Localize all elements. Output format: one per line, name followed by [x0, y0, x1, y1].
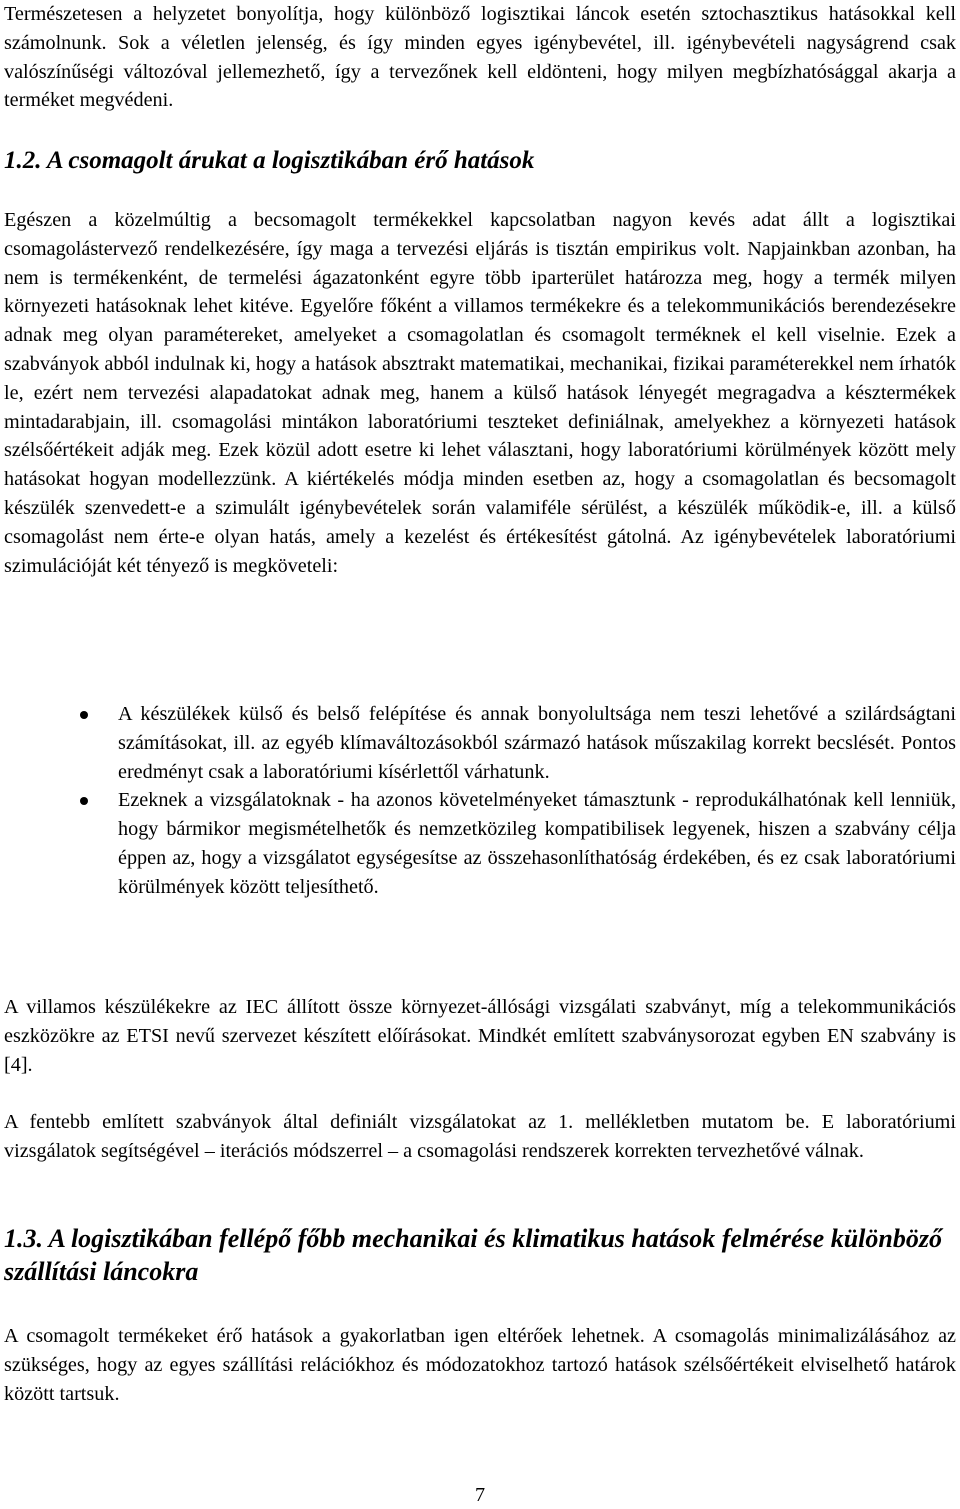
section-heading-1-3: 1.3. A logisztikában fellépő főbb mechanikai és klimatikus hatások felmérése különböző szállítási láncokra — [4, 1224, 942, 1286]
list-item-text: Ezeknek a vizsgálatoknak - ha azonos követelményeket támasztunk - reprodukálhatónak kell lenniük, hogy bármikor megismételhetők és nemzetközileg kompatibilisek legyenek, hiszen a szabvány célja éppen az, hogy a vizsgálatot egységesítse az összehasonlíthatóság érdekében, és ez csak laboratóriumi körülmények között teljesíthető. — [118, 789, 956, 898]
bullet-icon — [80, 711, 88, 719]
section-heading-1-2: 1.2. A csomagolt árukat a logisztikában érő hatások — [4, 147, 535, 174]
list-item — [4, 786, 956, 901]
iec-paragraph: A villamos készülékekre az IEC állított össze környezet-állósági vizsgálati szabványt, míg a telekommunikációs eszközökre az ETSI nevű szervezet készített előírásokat. Mindkét említett szabványsorozat egyben EN szabvány is [4]. — [4, 996, 956, 1076]
intro-paragraph: Természetesen a helyzetet bonyolítja, hogy különböző logisztikai láncok esetén sztochasztikus hatásokkal kell számolnunk. Sok a véletlen jelenség, és így minden egyes igénybevétel, ill. igénybevételi nagyságrend csak valószínűségi változóval jellemezhető, így a tervezőnek kell eldönteni, hogy milyen megbízhatósággal akarja a terméket megvédeni. — [4, 3, 956, 112]
page-number: 7 — [474, 1484, 486, 1506]
tests-paragraph: A fentebb említett szabványok által definiált vizsgálatokat az 1. mellékletben mutatom be. E laboratóriumi vizsgálatok segítségével – iterációs módszerrel – a csomagolási rendszerek korrekten tervezhetővé válnak. — [4, 1111, 956, 1162]
section-1-3-paragraph: A csomagolt termékeket érő hatások a gyakorlatban igen eltérőek lehetnek. A csomagolás minimalizálásához az szükséges, hogy az egyes szállítási relációkhoz és módozatokhoz tartozó hatások szélsőértékeit elviselhető határok között tartsuk. — [4, 1325, 956, 1405]
requirements-list — [4, 700, 956, 902]
bullet-icon — [80, 797, 88, 805]
section-1-2-paragraph: Egészen a közelmúltig a becsomagolt termékekkel kapcsolatban nagyon kevés adat állt a logisztikai csomagolástervező rendelkezésére, így maga a tervezési eljárás is tisztán empirikus volt. Napjainkban azonban, ha nem is termékenként, de termelési ágazatonként egyre több iparterület határozza meg, hogy a termék milyen környezeti hatásoknak lehet kitéve. Egyelőre főként a villamos termékekre és a telekommunikációs berendezésekre adnak meg olyan paramétereket, amelyeket a csomagolatlan és csomagolt terméknek el kell viselnie. Ezek a szabványok abból indulnak ki, hogy a hatások absztrakt matematikai, mechanikai, fizikai paraméterekkel nem írhatók le, ezért nem tervezési alapadatokat adnak meg, hanem a külső hatások lényegét megragadva a késztermékek mintadarabjain, ill. csomagolási mintákon laboratóriumi teszteket definiálnak, amelyekhez a környezeti hatások szélsőértékeit adják meg. Ezek közül adott esetre ki lehet választani, hogy laboratóriumi körülmények között mely hatásokat hogyan modellezzünk. A kiértékelés módja minden esetben az, hogy a csomagolatlan és becsomagolt készülék szenvedett-e a szimulált igénybevételek során valamiféle sérülést, a készülék működik-e, ill. a külső csomagolást nem érte-e olyan hatás, amely a kezelést és értékesítést gátolná. Az igénybevételek laboratóriumi szimulációját két tényező is megköveteli: — [4, 209, 956, 577]
list-item — [4, 700, 956, 786]
list-item-text: A készülékek külső és belső felépítése és annak bonyolultsága nem teszi lehetővé a szilárdságtani számításokat, ill. az egyéb klímaváltozásokból származó hatások műszakilag korrekt becslését. Pontos eredményt csak a laboratóriumi kísérlettől várhatunk. — [118, 703, 956, 783]
